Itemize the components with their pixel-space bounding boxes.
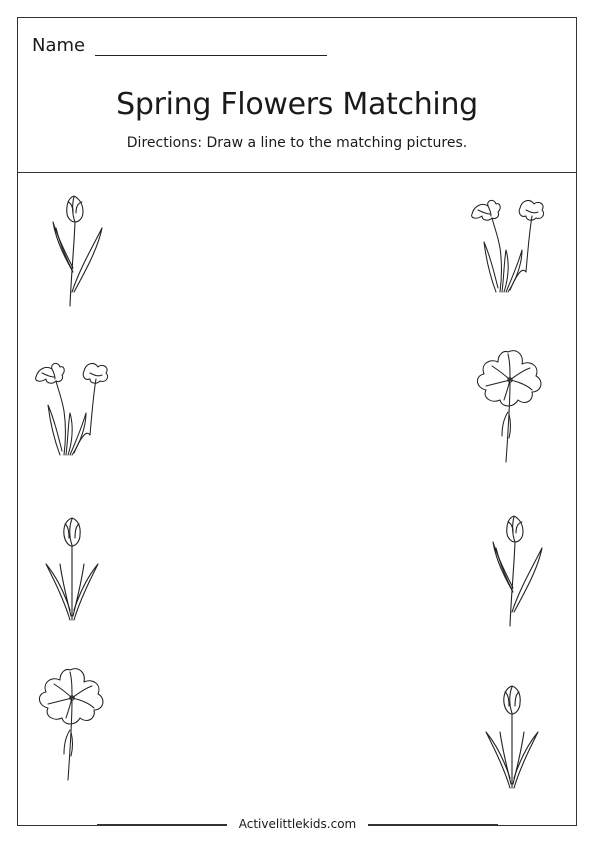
right-freesia-icon[interactable] — [466, 192, 558, 304]
footer-divider-left — [97, 824, 227, 825]
right-crocus-icon[interactable] — [482, 680, 544, 796]
footer-site-link[interactable]: Activelittlekids.com — [227, 815, 369, 833]
worksheet-header — [18, 18, 576, 173]
left-tulip-icon[interactable] — [44, 188, 106, 318]
footer-divider-right — [368, 824, 498, 825]
left-primrose-icon[interactable] — [30, 660, 120, 790]
footer — [0, 815, 595, 833]
name-label: Name — [32, 35, 86, 56]
name-row — [32, 36, 327, 56]
left-crocus-icon[interactable] — [42, 512, 104, 628]
name-write-line[interactable] — [95, 37, 327, 56]
left-freesia-icon[interactable] — [30, 355, 122, 467]
page-title: Spring Flowers Matching — [116, 87, 478, 122]
right-tulip-icon[interactable] — [484, 508, 546, 638]
directions-text: Directions: Draw a line to the matching pictures. — [126, 135, 468, 151]
right-primrose-icon[interactable] — [468, 342, 558, 472]
